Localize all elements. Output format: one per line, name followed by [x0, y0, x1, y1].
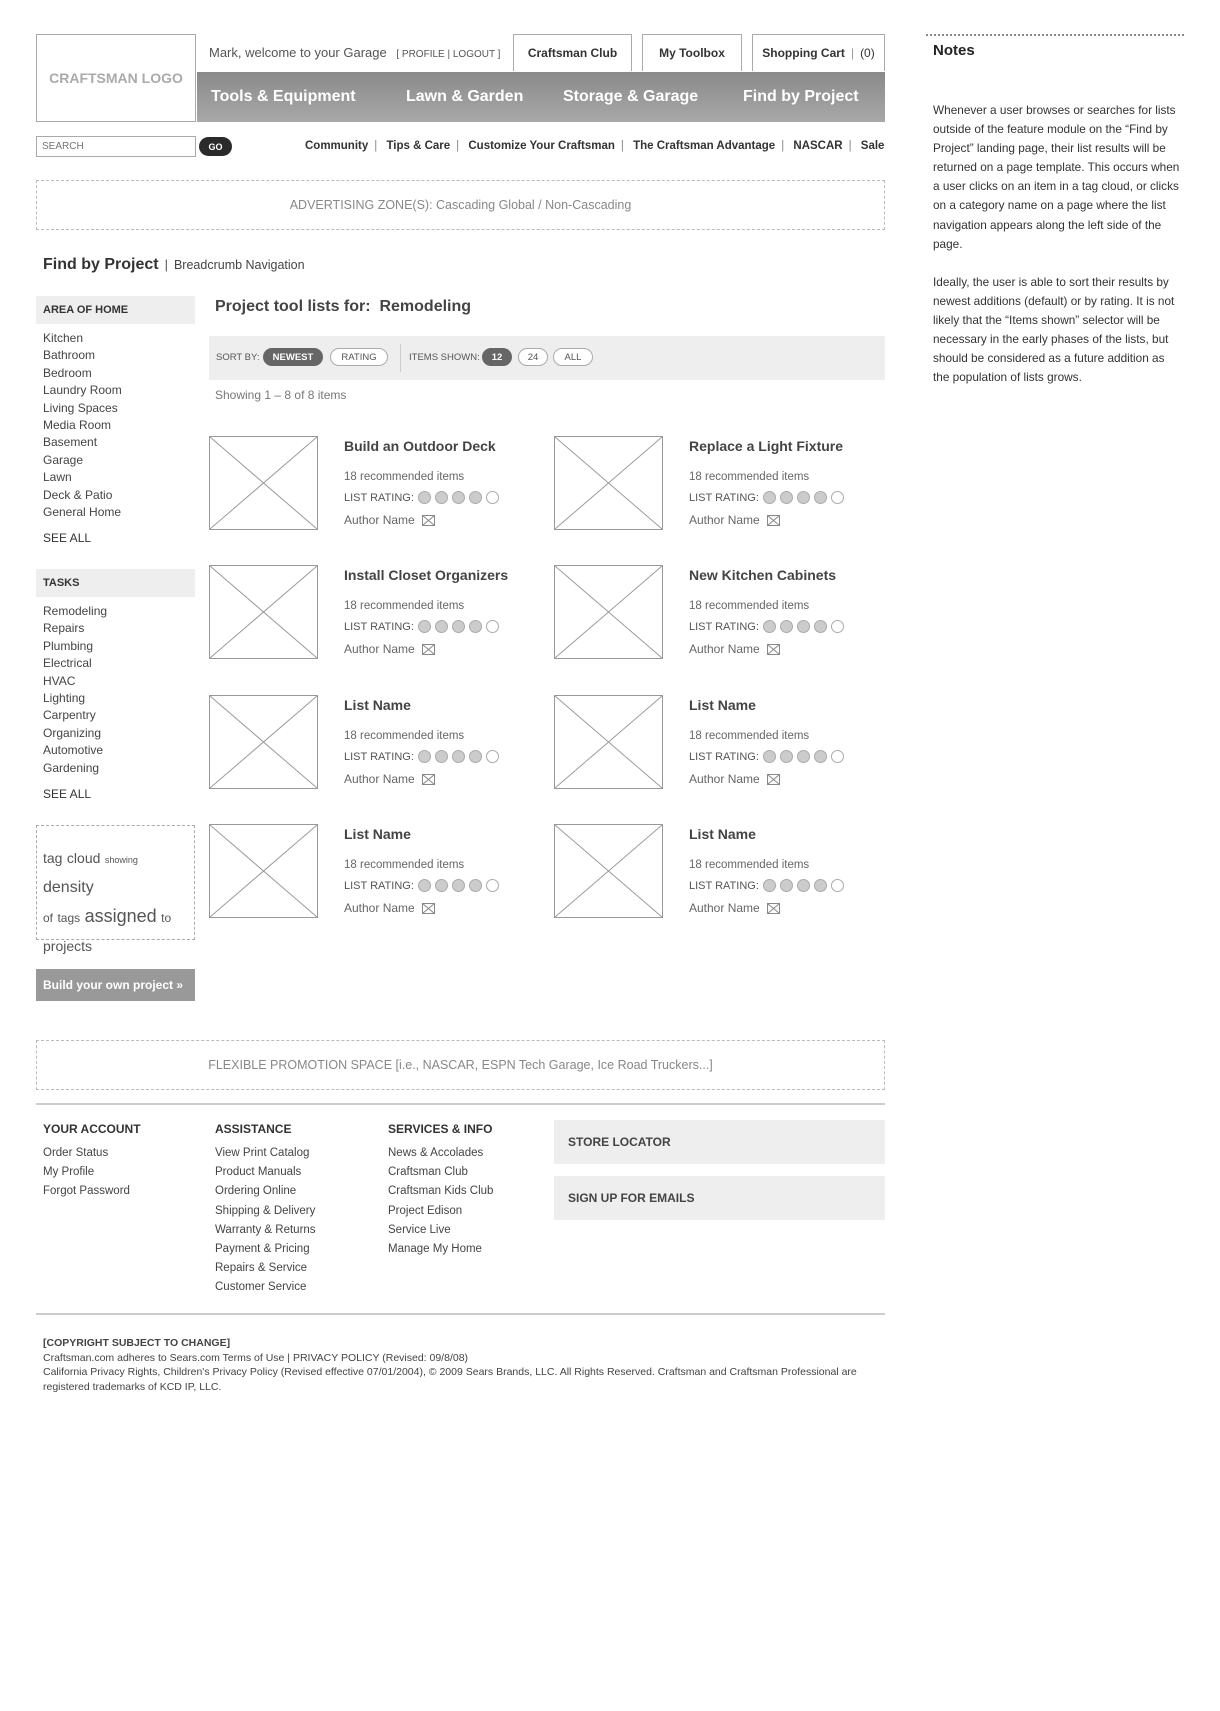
rating-dot [831, 491, 844, 504]
services-info-list [388, 1144, 493, 1259]
cart-count: (0) [860, 46, 875, 60]
author [689, 513, 780, 527]
util-link-customize[interactable]: Customize Your Craftsman [468, 140, 615, 152]
rating-dot [797, 620, 810, 633]
rating-dot [452, 620, 465, 633]
list-rating [344, 879, 499, 892]
tag-word[interactable]: assigned [84, 906, 157, 926]
util-link-tips-care[interactable]: Tips & Care [386, 140, 451, 152]
rating-dot [763, 750, 776, 763]
author-name[interactable]: Author Name [344, 772, 415, 786]
shopping-cart-label: Shopping Cart [762, 46, 845, 60]
project-title[interactable]: Install Closet Organizers [344, 567, 509, 583]
tag-word[interactable]: to [161, 911, 172, 925]
main-navigation [197, 72, 885, 122]
rating-dot [418, 879, 431, 892]
tag-word[interactable]: tags [57, 911, 81, 925]
footer-link-product-manuals[interactable]: Product Manuals [215, 1166, 302, 1179]
notes-body [933, 101, 1183, 406]
sidebar-item-garage[interactable]: Garage [43, 452, 84, 467]
recommended-count: 18 recommended items [344, 730, 465, 742]
copyright-heading: [COPYRIGHT SUBJECT TO CHANGE] [43, 1337, 231, 1349]
search-input[interactable] [36, 136, 196, 157]
rating-dot [452, 491, 465, 504]
envelope-icon[interactable] [767, 774, 780, 785]
items-all-button[interactable]: ALL [553, 348, 593, 366]
author [344, 642, 435, 656]
nav-lawn-garden[interactable]: Lawn & Garden [406, 88, 524, 105]
list-rating [344, 620, 499, 633]
footer-link-print-catalog[interactable]: View Print Catalog [215, 1147, 310, 1159]
envelope-icon[interactable] [767, 644, 780, 655]
notes-title: Notes [933, 42, 975, 59]
tag-word[interactable]: density [43, 879, 94, 896]
tag-word[interactable]: of [43, 911, 54, 925]
recommended-count: 18 recommended items [689, 600, 810, 612]
rating-label: LIST RATING: [689, 620, 759, 633]
sort-toolbar [209, 336, 885, 380]
rating-dot [814, 750, 827, 763]
author [689, 642, 780, 656]
list-rating [344, 491, 499, 504]
envelope-icon[interactable] [767, 515, 780, 526]
recommended-count: 18 recommended items [344, 600, 465, 612]
project-card[interactable] [554, 565, 884, 665]
assistance-list [215, 1144, 316, 1298]
footer-link-ordering-online[interactable]: Ordering Online [215, 1185, 297, 1198]
tag-word[interactable]: tag [43, 850, 63, 866]
rating-dot [435, 750, 448, 763]
your-account-list [43, 1144, 130, 1202]
footer-link-kids-club[interactable]: Craftsman Kids Club [388, 1185, 494, 1198]
tag-word[interactable]: cloud [66, 850, 101, 866]
list-rating [689, 491, 844, 504]
shopping-cart-tab[interactable]: Shopping Cart | (0) [752, 34, 885, 71]
footer-link-project-edison[interactable]: Project Edison [388, 1204, 463, 1217]
sidebar-item-carpentry[interactable]: Carpentry [43, 708, 96, 723]
rating-dot [763, 879, 776, 892]
my-toolbox-label: My Toolbox [659, 46, 725, 60]
craftsman-logo[interactable]: CRAFTSMAN LOGO [36, 34, 196, 122]
rating-dot [780, 491, 793, 504]
rating-label: LIST RATING: [689, 491, 759, 504]
items-24-button[interactable]: 24 [518, 348, 548, 366]
rating-label: LIST RATING: [344, 750, 414, 763]
area-see-all-link[interactable]: SEE ALL [43, 531, 92, 545]
sidebar-item-bedroom[interactable]: Bedroom [43, 365, 92, 380]
rating-dot [814, 491, 827, 504]
craftsman-club-label: Craftsman Club [527, 46, 618, 60]
rating-dot [435, 879, 448, 892]
welcome-message [209, 45, 500, 60]
build-your-own-project-button[interactable]: Build your own project » [36, 969, 195, 1001]
tasks-list [43, 603, 107, 777]
footer-link-forgot-password[interactable]: Forgot Password [43, 1185, 130, 1198]
project-card[interactable] [554, 824, 884, 924]
recommended-count: 18 recommended items [344, 859, 465, 871]
footer-link-payment-pricing[interactable]: Payment & Pricing [215, 1243, 310, 1256]
rating-dot [797, 879, 810, 892]
tasks-see-all-link[interactable]: SEE ALL [43, 787, 92, 801]
author-name[interactable]: Author Name [344, 513, 415, 527]
author-name[interactable]: Author Name [689, 642, 760, 656]
sidebar-item-electrical[interactable]: Electrical [43, 656, 92, 671]
footer-link-customer-service[interactable]: Customer Service [215, 1281, 307, 1294]
sidebar-item-automotive[interactable]: Automotive [43, 743, 104, 758]
page-title: Find by Project [43, 256, 159, 273]
sidebar-item-kitchen[interactable]: Kitchen [43, 331, 84, 345]
project-card[interactable] [209, 565, 539, 665]
rating-dot [763, 620, 776, 633]
recommended-count: 18 recommended items [689, 471, 810, 483]
envelope-icon[interactable] [422, 903, 435, 914]
rating-dot [780, 750, 793, 763]
rating-label: LIST RATING: [344, 879, 414, 892]
recommended-count: 18 recommended items [689, 730, 810, 742]
envelope-icon[interactable] [422, 515, 435, 526]
toolbar-divider [400, 344, 401, 372]
project-title[interactable]: List Name [344, 697, 411, 713]
welcome-text: Mark, welcome to your Garage [209, 45, 387, 60]
flexible-promotion-space: FLEXIBLE PROMOTION SPACE [i.e., NASCAR, ESPN Tech Garage, Ice Road Truckers...] [36, 1040, 885, 1090]
footer-divider [36, 1103, 885, 1105]
envelope-icon[interactable] [422, 774, 435, 785]
tag-word[interactable]: projects [43, 938, 93, 954]
project-title[interactable]: Replace a Light Fixture [689, 438, 844, 454]
sidebar-item-lighting[interactable]: Lighting [43, 691, 86, 706]
author-name[interactable]: Author Name [344, 901, 415, 915]
copyright-notice [43, 1336, 873, 1394]
sidebar-item-lawn[interactable]: Lawn [43, 470, 72, 485]
notes-paragraph: Ideally, the user is able to sort their results by newest additions (default) or by rating. It is not likely that the “Items shown” selector will be necessary in the early phases of the lists, but should be considered as a future addition as the population of lists grows. [933, 274, 1175, 385]
project-card[interactable] [209, 695, 539, 795]
image-placeholder[interactable] [554, 824, 663, 918]
author [344, 901, 435, 915]
image-placeholder[interactable] [554, 695, 663, 789]
image-placeholder[interactable] [209, 436, 318, 530]
list-rating [689, 620, 844, 633]
footer-link-repairs-service[interactable]: Repairs & Service [215, 1262, 308, 1275]
items-shown-label: ITEMS SHOWN: [409, 352, 480, 363]
search-go-button[interactable]: GO [199, 137, 232, 156]
author-name[interactable]: Author Name [344, 642, 415, 656]
author-name[interactable]: Author Name [689, 772, 760, 786]
author-name[interactable]: Author Name [689, 901, 760, 915]
services-info-heading: SERVICES & INFO [388, 1122, 493, 1136]
profile-logout-links[interactable]: [ PROFILE | LOGOUT ] [396, 49, 501, 60]
sidebar-item-general-home[interactable]: General Home [43, 505, 122, 520]
rating-dot [831, 620, 844, 633]
area-of-home-heading: AREA OF HOME [36, 296, 195, 324]
rating-dot [814, 879, 827, 892]
rating-dot [452, 750, 465, 763]
rating-dot [831, 750, 844, 763]
rating-dot [486, 879, 499, 892]
notes-paragraph: Whenever a user browses or searches for lists outside of the feature module on the “Find by Project” landing page, their list results will be returned on a page template. This occurs when a user clicks on an item in a tag cloud, or clicks on a category name on a page where the list navigation appears along the left side of the page. [933, 103, 1180, 251]
rating-dot [469, 750, 482, 763]
recommended-count: 18 recommended items [344, 471, 465, 483]
rating-dot [797, 750, 810, 763]
rating-dot [486, 491, 499, 504]
rating-dot [831, 879, 844, 892]
sidebar-item-plumbing[interactable]: Plumbing [43, 638, 94, 653]
sidebar-item-organizing[interactable]: Organizing [43, 725, 102, 740]
footer-link-craftsman-club[interactable]: Craftsman Club [388, 1166, 468, 1179]
tag-cloud [36, 825, 195, 954]
image-placeholder[interactable] [554, 565, 663, 659]
your-account-heading: YOUR ACCOUNT [43, 1122, 141, 1136]
project-title[interactable]: Build an Outdoor Deck [344, 438, 496, 454]
terms-privacy-line[interactable]: Craftsman.com adheres to Sears.com Terms of Use | PRIVACY POLICY (Revised: 09/8/08) [43, 1351, 469, 1364]
sidebar-item-basement[interactable]: Basement [43, 435, 98, 450]
sort-newest-button[interactable]: NEWEST [263, 348, 323, 366]
project-card[interactable] [209, 824, 539, 924]
util-link-community[interactable]: Community [305, 140, 369, 152]
envelope-icon[interactable] [767, 903, 780, 914]
sort-rating-button[interactable]: RATING [330, 348, 388, 366]
util-link-nascar[interactable]: NASCAR [793, 140, 843, 152]
rating-dot [452, 879, 465, 892]
list-rating [689, 750, 844, 763]
utility-links: Community | Tips & Care | Customize Your Craftsman | The Craftsman Advantage | NASCAR | Sale [305, 140, 885, 152]
util-link-advantage[interactable]: The Craftsman Advantage [633, 140, 776, 152]
sort-by-label: SORT BY: [216, 352, 260, 363]
image-placeholder[interactable] [209, 824, 318, 918]
rating-dot [469, 620, 482, 633]
sidebar-item-repairs[interactable]: Repairs [43, 621, 85, 636]
rating-dot [418, 620, 431, 633]
assistance-heading: ASSISTANCE [215, 1122, 292, 1136]
rating-label: LIST RATING: [689, 879, 759, 892]
footer-link-service-live[interactable]: Service Live [388, 1223, 451, 1236]
project-card[interactable] [209, 436, 539, 536]
my-toolbox-tab[interactable] [642, 34, 742, 71]
sidebar-item-laundry-room[interactable]: Laundry Room [43, 383, 122, 398]
items-12-button[interactable]: 12 [482, 348, 512, 366]
footer-link-news-accolades[interactable]: News & Accolades [388, 1147, 484, 1159]
util-link-sale[interactable]: Sale [860, 140, 885, 152]
rating-label: LIST RATING: [344, 491, 414, 504]
rating-label: LIST RATING: [344, 620, 414, 633]
sidebar-item-remodeling[interactable]: Remodeling [43, 604, 108, 618]
tag-word[interactable]: showing [104, 855, 138, 865]
project-title[interactable]: List Name [689, 697, 756, 713]
notes-divider [926, 34, 1184, 36]
legal-line: California Privacy Rights, Children's Privacy Policy (Revised effective 07/01/2004), © 2009 Sears Brands, LLC. All Rights Reserved. Craftsman and Craftsman Professional are registered trademarks of KCD IP, LLC. [43, 1366, 857, 1393]
rating-dot [418, 750, 431, 763]
project-card[interactable] [554, 436, 884, 536]
list-rating [689, 879, 844, 892]
footer-link-my-profile[interactable]: My Profile [43, 1166, 95, 1179]
sidebar-item-bathroom[interactable]: Bathroom [43, 348, 96, 363]
nav-tools-equipment[interactable]: Tools & Equipment [211, 88, 356, 105]
breadcrumb: Find by Project | Breadcrumb Navigation [43, 256, 305, 273]
sidebar-item-gardening[interactable]: Gardening [43, 760, 100, 775]
footer-link-warranty-returns[interactable]: Warranty & Returns [215, 1223, 316, 1236]
recommended-count: 18 recommended items [689, 859, 810, 871]
showing-count: Showing 1 – 8 of 8 items [215, 388, 347, 402]
project-title[interactable]: List Name [344, 826, 411, 842]
tasks-heading: TASKS [36, 569, 195, 597]
image-placeholder[interactable] [554, 436, 663, 530]
advertising-zone: ADVERTISING ZONE(S): Cascading Global / Non-Cascading [36, 180, 885, 230]
author [689, 901, 780, 915]
rating-dot [418, 491, 431, 504]
rating-dot [814, 620, 827, 633]
image-placeholder[interactable] [209, 695, 318, 789]
project-title[interactable]: List Name [689, 826, 756, 842]
area-of-home-list [43, 330, 122, 521]
results-title [215, 298, 471, 316]
footer-link-shipping-delivery[interactable]: Shipping & Delivery [215, 1204, 316, 1217]
store-locator-button[interactable]: STORE LOCATOR [554, 1120, 885, 1164]
nav-find-by-project[interactable]: Find by Project [743, 88, 859, 105]
breadcrumb-navigation[interactable]: Breadcrumb Navigation [173, 258, 305, 272]
author-name[interactable]: Author Name [689, 513, 760, 527]
rating-dot [469, 491, 482, 504]
sidebar-item-media-room[interactable]: Media Room [43, 418, 112, 433]
image-placeholder[interactable] [209, 565, 318, 659]
craftsman-club-tab[interactable] [513, 34, 632, 71]
rating-dot [435, 491, 448, 504]
project-card[interactable] [554, 695, 884, 795]
results-title-topic: Remodeling [379, 298, 472, 315]
rating-dot [780, 879, 793, 892]
envelope-icon[interactable] [422, 644, 435, 655]
footer-link-manage-my-home[interactable]: Manage My Home [388, 1243, 482, 1256]
rating-label: LIST RATING: [689, 750, 759, 763]
results-title-prefix: Project tool lists for: [215, 298, 371, 315]
copyright-divider [36, 1313, 885, 1315]
author [344, 772, 435, 786]
rating-dot [435, 620, 448, 633]
author [689, 772, 780, 786]
email-signup-button[interactable]: SIGN UP FOR EMAILS [554, 1176, 885, 1220]
rating-dot [486, 750, 499, 763]
sidebar-item-deck-patio[interactable]: Deck & Patio [43, 487, 113, 502]
rating-dot [780, 620, 793, 633]
rating-dot [797, 491, 810, 504]
rating-dot [486, 620, 499, 633]
rating-dot [763, 491, 776, 504]
rating-dot [469, 879, 482, 892]
footer-link-order-status[interactable]: Order Status [43, 1147, 109, 1159]
sidebar-item-living-spaces[interactable]: Living Spaces [43, 400, 118, 415]
sidebar-item-hvac[interactable]: HVAC [43, 673, 76, 688]
list-rating [344, 750, 499, 763]
project-title[interactable]: New Kitchen Cabinets [689, 567, 837, 583]
nav-storage-garage[interactable]: Storage & Garage [563, 88, 699, 105]
author [344, 513, 435, 527]
